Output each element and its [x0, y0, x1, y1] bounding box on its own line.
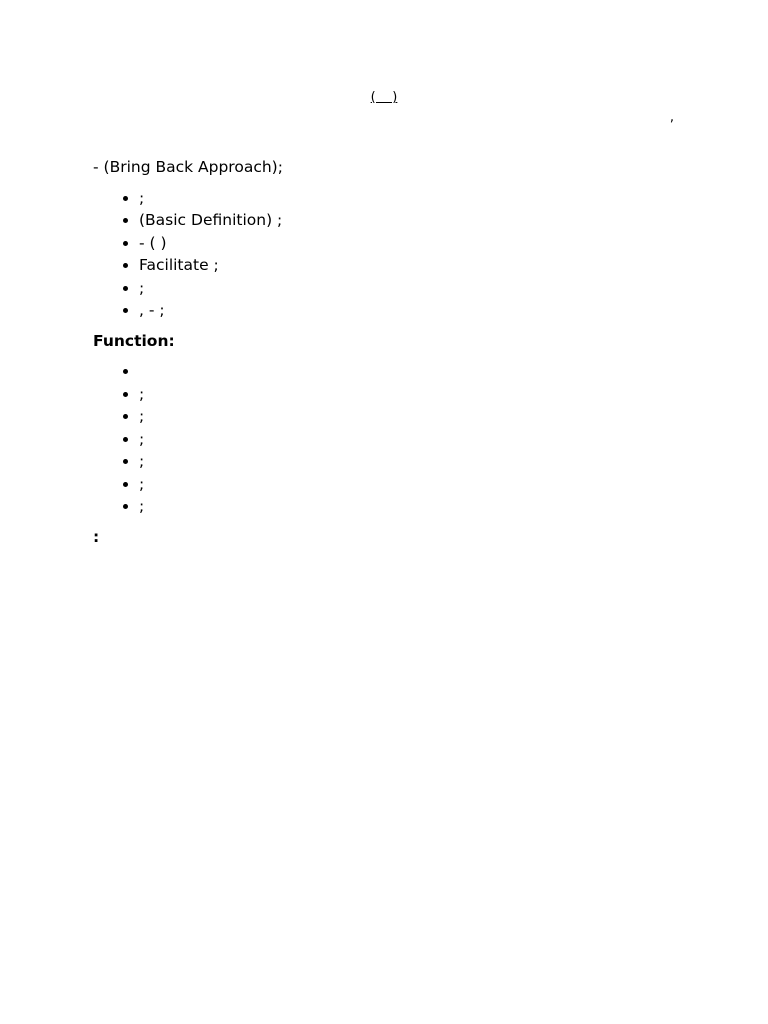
document-subtitle: , [669, 110, 674, 125]
document-title: ( ) [370, 90, 398, 105]
function-bullet-list [93, 360, 675, 518]
document-body [93, 156, 675, 548]
function-item-5: • ; [139, 450, 675, 473]
bullet-item-5: • ; [139, 277, 675, 300]
bullet-item-2: • (Basic Definition) ; [139, 209, 675, 232]
bullet-item-6: • , - ; [139, 299, 675, 322]
function-item-7: • ; [139, 495, 675, 518]
intro-paragraph: - (Bring Back Approach); [93, 158, 283, 176]
bullet-item-4: • Facilitate ; [139, 254, 675, 277]
function-item-6: • ; [139, 473, 675, 496]
approach-bullet-list [93, 187, 675, 322]
function-item-1 [139, 360, 675, 383]
bullet-item-3: • - ( ) [139, 232, 675, 255]
function-item-3: • ; [139, 405, 675, 428]
bullet-item-1: • ; [139, 187, 675, 210]
function-item-2: • ; [139, 383, 675, 406]
function-section-heading: Function: [93, 331, 175, 350]
footer-section-heading: : [93, 527, 100, 546]
function-item-4: • ; [139, 428, 675, 451]
